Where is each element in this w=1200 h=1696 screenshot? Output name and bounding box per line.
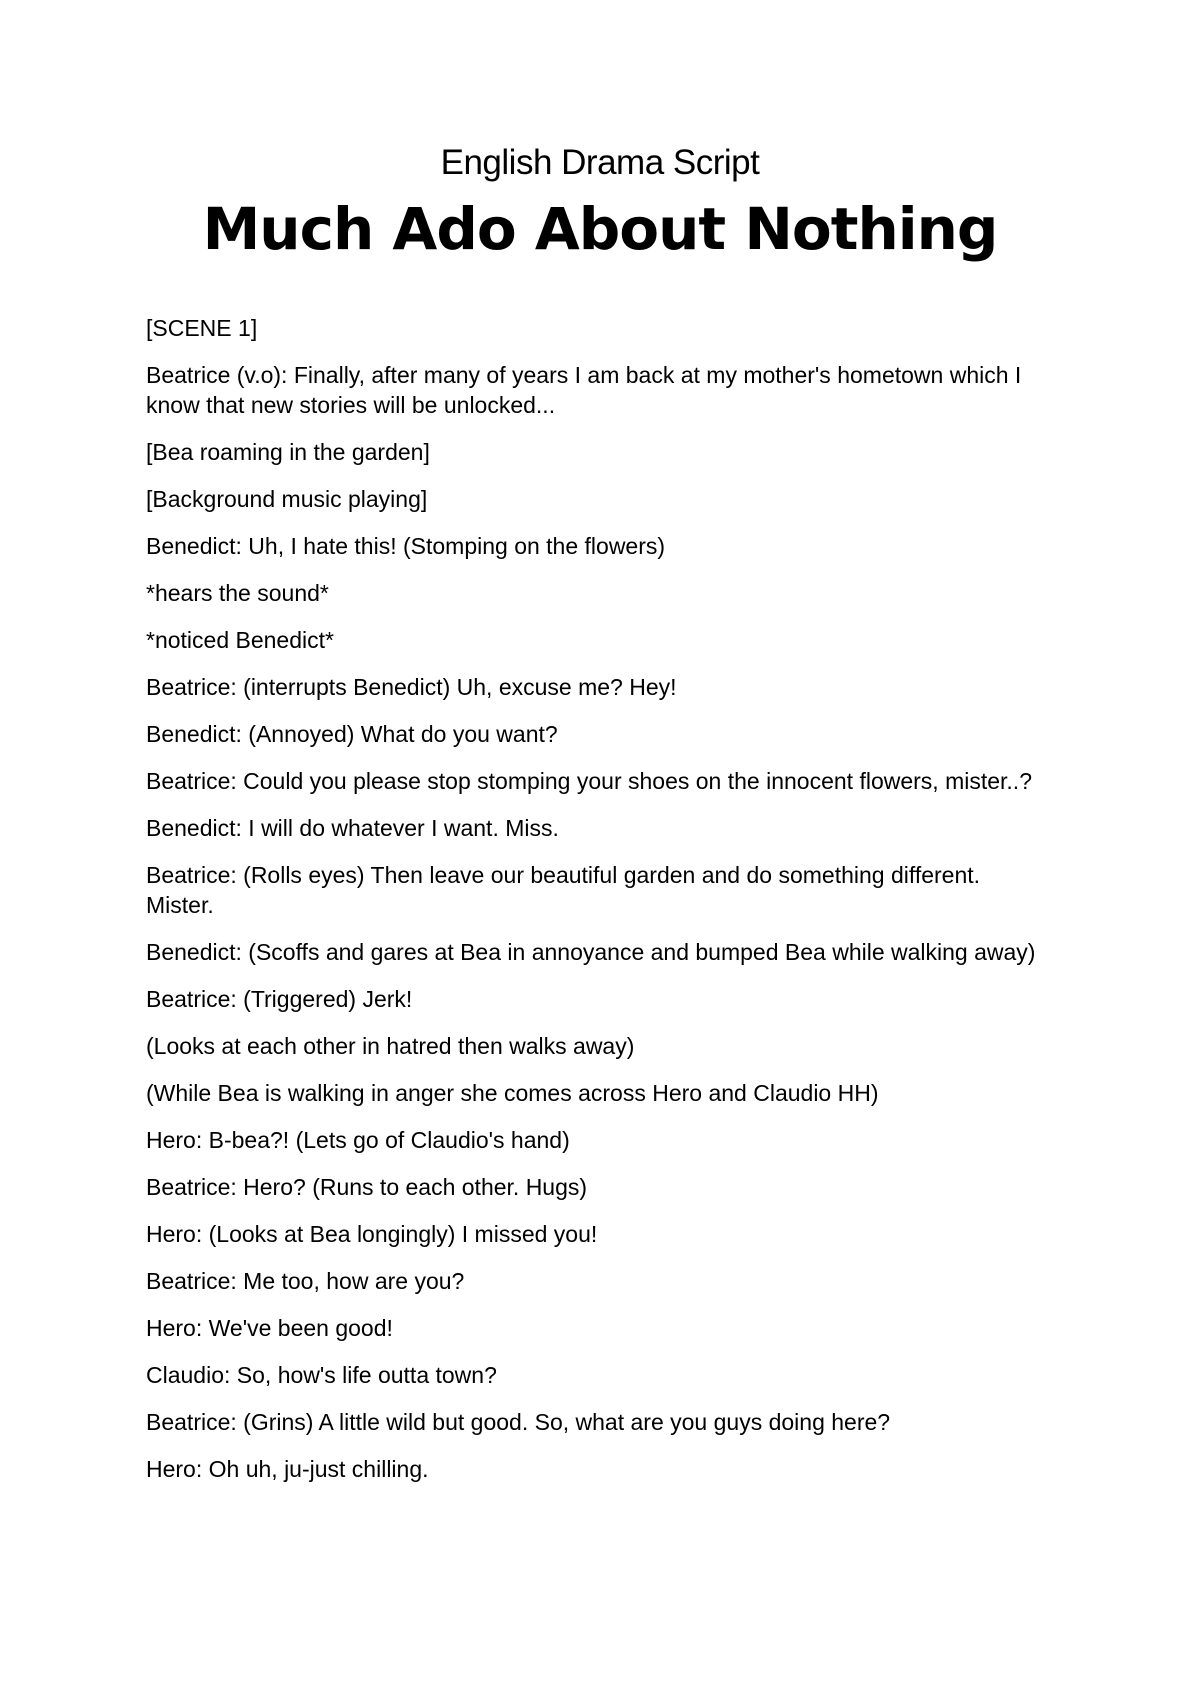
document-title: Much Ado About Nothing: [202, 195, 998, 263]
script-line: Beatrice: (interrupts Benedict) Uh, excuse me? Hey!: [146, 674, 677, 700]
script-line-action: (While Bea is walking in anger she comes across Hero and Claudio HH): [146, 1080, 879, 1106]
script-line: Claudio: So, how's life outta town?: [146, 1362, 497, 1388]
script-line-stage-direction: [Bea roaming in the garden]: [146, 439, 430, 465]
script-line: Benedict: (Annoyed) What do you want?: [146, 721, 558, 747]
script-line: Hero: We've been good!: [146, 1315, 393, 1341]
script-line: Beatrice: (Grins) A little wild but good. So, what are you guys doing here?: [146, 1409, 891, 1435]
script-line: Benedict: Uh, I hate this! (Stomping on the flowers): [146, 533, 666, 559]
script-line: Benedict: I will do whatever I want. Miss.: [146, 815, 559, 841]
script-line: Beatrice: Could you please stop stomping your shoes on the innocent flowers, mister..?: [146, 768, 1032, 794]
script-line-action: *noticed Benedict*: [146, 627, 334, 653]
script-line-stage-direction: [Background music playing]: [146, 486, 428, 512]
script-line: Beatrice: (Rolls eyes) Then leave our beautiful garden and do something different. Mister.: [146, 862, 981, 918]
script-line: Beatrice (v.o): Finally, after many of years I am back at my mother's hometown which I know that new stories will be unlocked...: [146, 362, 1022, 418]
script-line-scene-heading: [SCENE 1]: [146, 315, 258, 341]
script-line: Beatrice: Me too, how are you?: [146, 1268, 465, 1294]
script-line: Benedict: (Scoffs and gares at Bea in annoyance and bumped Bea while walking away): [146, 939, 1036, 965]
script-line: Hero: Oh uh, ju-just chilling.: [146, 1456, 429, 1482]
document-subtitle: English Drama Script: [440, 143, 760, 182]
script-line: Beatrice: (Triggered) Jerk!: [146, 986, 413, 1012]
script-line: Hero: (Looks at Bea longingly) I missed you!: [146, 1221, 598, 1247]
script-line: Beatrice: Hero? (Runs to each other. Hugs): [146, 1174, 588, 1200]
script-body: [146, 313, 1046, 1501]
script-line-action: (Looks at each other in hatred then walks away): [146, 1033, 635, 1059]
script-line: Hero: B-bea?! (Lets go of Claudio's hand): [146, 1127, 570, 1153]
script-line-action: *hears the sound*: [146, 580, 329, 606]
